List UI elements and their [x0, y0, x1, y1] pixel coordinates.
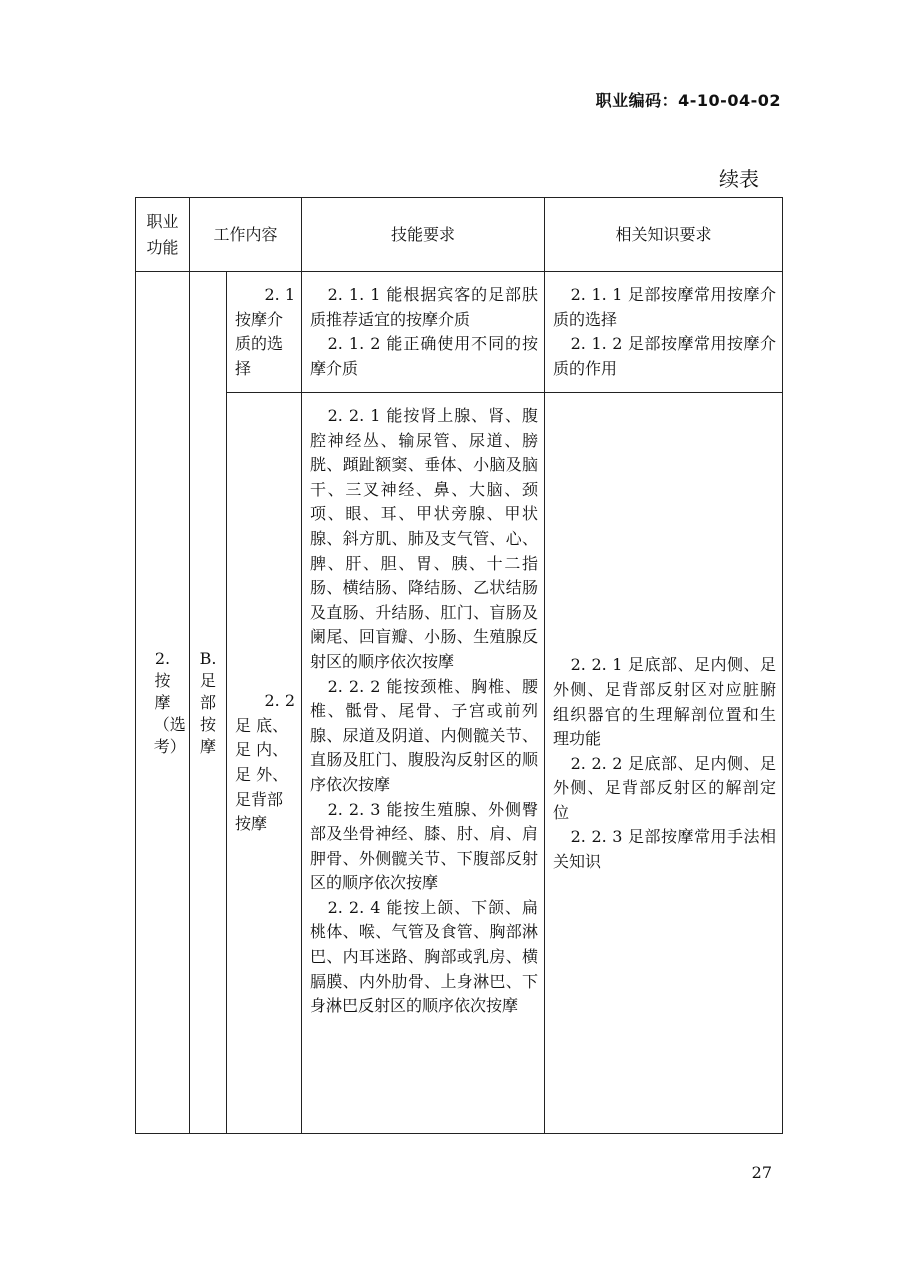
header-function-line2: 功能 — [146, 237, 179, 257]
skill-item: 2. 1. 2 能正确使用不同的按摩介质 — [310, 334, 539, 378]
function-cell — [136, 272, 190, 1134]
header-content: 工作内容 — [190, 198, 302, 272]
content-cell — [227, 393, 302, 1134]
knowledge-item: 2. 1. 2 足部按摩常用按摩介质的作用 — [553, 334, 777, 378]
content-cell — [227, 272, 302, 393]
header-knowledge: 相关知识要求 — [545, 198, 783, 272]
occupation-code: 职业编码：4-10-04-02 — [595, 91, 781, 110]
function-name: 按摩（选考） — [153, 670, 186, 756]
header-function-line1: 职业 — [146, 211, 179, 231]
page-number: 27 — [751, 1163, 772, 1182]
continued-label: 续表 — [719, 167, 759, 191]
function-number: 2. — [154, 648, 171, 668]
section-name: 足部按摩 — [199, 670, 216, 756]
table-row — [136, 393, 783, 1134]
knowledge-cell — [545, 393, 783, 1134]
header-skills: 技能要求 — [302, 198, 545, 272]
skill-item: 2. 2. 1 能按肾上腺、肾、腹腔神经丛、输尿管、尿道、膀胱、蹞趾额窦、垂体、小脑及脑干、三叉神经、鼻、大脑、颈项、眼、耳、甲状旁腺、甲状腺、斜方肌、肺及支气管、心、脾、肝、胆、胃、胰、十二指肠、横结肠、降结肠、乙状结肠及直肠、升结肠、肛门、盲肠及阑尾、回盲瓣、小肠、生殖腺反射区的顺序依次按摩 — [310, 406, 539, 671]
table-row — [136, 272, 783, 393]
knowledge-item: 2. 2. 2 足底部、足内侧、足外侧、足背部反射区的解剖定位 — [553, 753, 777, 822]
skills-cell — [302, 272, 545, 393]
table-header-row — [136, 198, 783, 272]
content-number: 2. 1 — [264, 285, 296, 304]
section-cell — [190, 272, 227, 1134]
skill-item: 2. 2. 3 能按生殖腺、外侧臀部及坐骨神经、膝、肘、肩、肩胛骨、外侧髋关节、下腹部反射区的顺序依次按摩 — [310, 799, 539, 893]
skill-item: 2. 1. 1 能根据宾客的足部肤质推荐适宜的按摩介质 — [310, 285, 539, 329]
skill-item: 2. 2. 2 能按颈椎、胸椎、腰椎、骶骨、尾骨、子宫或前列腺、尿道及阴道、内侧髋关节、直肠及肛门、腹股沟反射区的顺序依次按摩 — [310, 676, 539, 794]
header-function — [136, 198, 190, 272]
knowledge-cell — [545, 272, 783, 393]
knowledge-item: 2. 2. 3 足部按摩常用手法相关知识 — [553, 827, 777, 872]
skills-table — [135, 197, 783, 1134]
knowledge-item: 2. 2. 1 足底部、足内侧、足外侧、足背部反射区对应脏腑组织器官的生理解剖位置和生理功能 — [553, 655, 777, 749]
content-text: 按摩介质的选择 — [235, 309, 284, 378]
content-number: 2. 2 — [264, 691, 296, 711]
section-prefix: B. — [199, 648, 217, 668]
content-text: 足 底、足 内、足 外、足背部按摩 — [235, 715, 289, 834]
skills-cell — [302, 393, 545, 1134]
skill-item: 2. 2. 4 能按上颌、下颌、扁桃体、喉、气管及食管、胸部淋巴、内耳迷路、胸部或乳房、横膈膜、内外肋骨、上身淋巴、下身淋巴反射区的顺序依次按摩 — [310, 897, 539, 1016]
knowledge-item: 2. 1. 1 足部按摩常用按摩介质的选择 — [553, 285, 777, 329]
